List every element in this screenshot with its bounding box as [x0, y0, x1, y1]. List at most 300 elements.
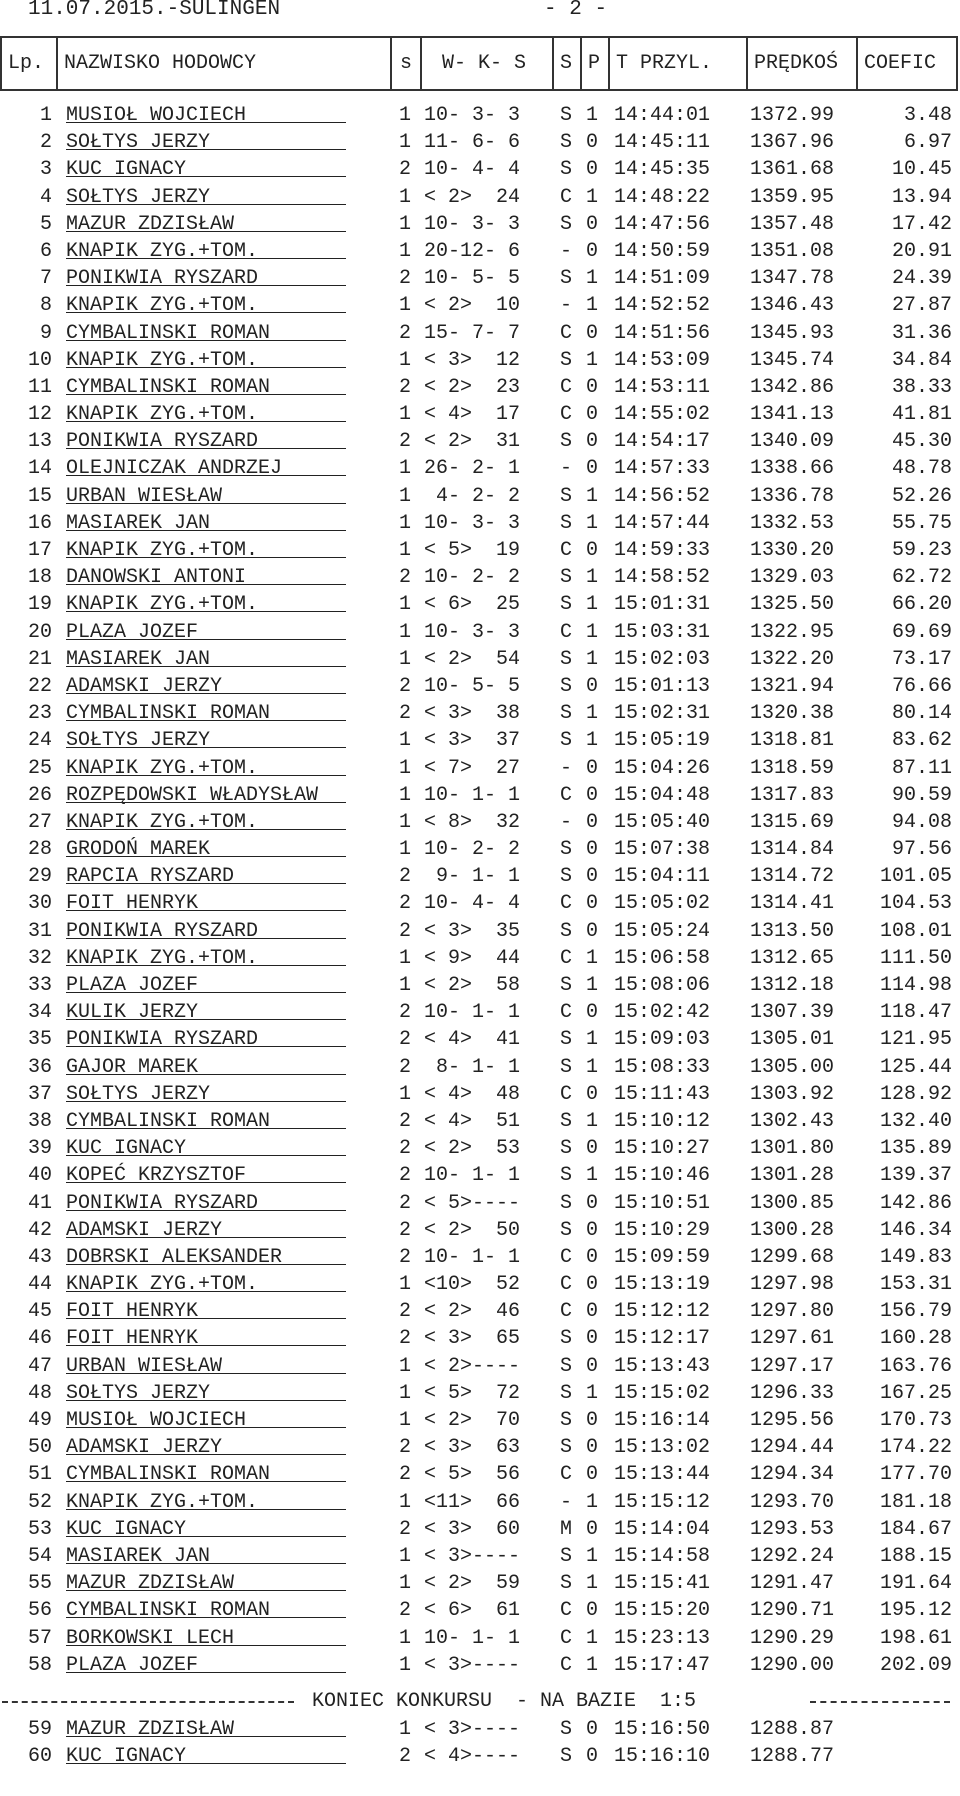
row-wks: 10- 3- 3: [424, 212, 521, 236]
row-wks: < 5>----: [424, 1191, 521, 1215]
row-sp: -: [559, 457, 572, 481]
table-row: [0, 1054, 960, 1081]
row-s: 1: [398, 212, 411, 236]
row-p: 0: [585, 239, 598, 263]
row-name: [66, 1353, 346, 1380]
col-p: P: [582, 38, 610, 89]
row-coef: 20.91: [891, 239, 952, 263]
row-sp: -: [559, 1490, 572, 1514]
table-row: [0, 483, 960, 510]
row-speed: 1345.93: [750, 321, 835, 345]
row-name: [66, 1407, 346, 1434]
row-sp: S: [559, 511, 572, 535]
row-speed: 1315.69: [750, 810, 835, 834]
row-time: 15:17:47: [614, 1653, 711, 1677]
breeder-name: CYMBALINSKI ROMAN: [66, 1597, 346, 1618]
row-wks: < 2> 23: [424, 375, 521, 399]
row-p: 1: [585, 974, 598, 997]
row-p: 0: [585, 131, 598, 155]
row-sp: S: [559, 919, 572, 943]
row-time: 15:09:59: [614, 1245, 711, 1269]
row-wks: 11- 6- 6: [424, 131, 521, 155]
row-lp: 60: [27, 1745, 52, 1769]
row-coef: 177.70: [879, 1463, 952, 1487]
row-sp: S: [559, 702, 572, 726]
row-lp: 7: [39, 267, 52, 291]
row-lp: 19: [27, 593, 52, 617]
row-name: [66, 292, 346, 319]
row-wks: 20-12- 6: [424, 239, 521, 263]
row-speed: 1329.03: [750, 566, 835, 590]
row-wks: 8- 1- 1: [424, 1055, 521, 1079]
row-lp: 42: [27, 1218, 52, 1242]
row-p: 0: [585, 1082, 598, 1106]
row-wks: < 8> 32: [424, 810, 521, 834]
row-p: 0: [585, 1436, 598, 1460]
row-sp: C: [559, 1599, 572, 1623]
breeder-name: PONIKWIA RYSZARD: [66, 1026, 346, 1047]
row-sp: C: [559, 1082, 572, 1106]
row-s: 2: [398, 1436, 411, 1460]
row-lp: 11: [27, 375, 52, 399]
row-wks: 10- 2- 2: [424, 566, 521, 590]
row-name: [66, 1108, 346, 1135]
row-wks: < 3> 60: [424, 1517, 521, 1541]
row-coef: 118.47: [879, 1001, 952, 1025]
row-s: 1: [398, 1409, 411, 1432]
breeder-name: KNAPIK ZYG.+TOM.: [66, 945, 346, 966]
table-row: [0, 999, 960, 1026]
row-wks: 10- 1- 1: [424, 1001, 521, 1025]
row-lp: 12: [27, 403, 52, 427]
row-coef: 73.17: [891, 647, 952, 671]
row-name: [66, 1081, 346, 1108]
row-time: 14:45:35: [614, 158, 711, 182]
row-speed: 1293.70: [750, 1490, 835, 1514]
row-coef: 90.59: [891, 783, 952, 807]
table-row: [0, 782, 960, 809]
row-lp: 52: [27, 1490, 52, 1514]
breeder-name: CYMBALINSKI ROMAN: [66, 320, 346, 341]
row-lp: 48: [27, 1381, 52, 1405]
row-time: 15:02:03: [614, 647, 711, 671]
row-s: 2: [398, 1300, 411, 1324]
row-s: 1: [398, 457, 411, 481]
row-time: 14:57:33: [614, 457, 711, 481]
row-lp: 46: [27, 1327, 52, 1351]
row-speed: 1297.17: [750, 1354, 835, 1378]
row-coef: 191.64: [879, 1572, 952, 1596]
row-time: 15:05:02: [614, 892, 711, 916]
row-sp: S: [559, 267, 572, 291]
row-coef: 184.67: [879, 1517, 952, 1541]
row-speed: 1290.29: [750, 1626, 835, 1650]
row-coef: 38.33: [891, 375, 952, 399]
results-list: [0, 102, 960, 1679]
row-wks: 10- 2- 2: [424, 838, 521, 862]
row-name: [66, 537, 346, 564]
row-s: 2: [398, 1055, 411, 1079]
row-time: 14:47:56: [614, 212, 711, 236]
row-sp: C: [559, 946, 572, 970]
row-name: [66, 1716, 346, 1743]
table-row: [0, 945, 960, 972]
row-time: 15:01:13: [614, 674, 711, 698]
table-row: [0, 1570, 960, 1597]
row-wks: < 6> 61: [424, 1599, 521, 1623]
row-coef: 17.42: [891, 212, 952, 236]
breeder-name: FOIT HENRYK: [66, 1298, 346, 1319]
row-time: 15:12:12: [614, 1300, 711, 1324]
row-s: 1: [398, 1082, 411, 1106]
breeder-name: SOŁTYS JERZY: [66, 1380, 346, 1401]
table-row: [0, 1543, 960, 1570]
table-row: [0, 1108, 960, 1135]
row-coef: 139.37: [879, 1164, 952, 1188]
row-s: 1: [398, 1273, 411, 1297]
row-wks: 10- 1- 1: [424, 783, 521, 807]
row-sp: C: [559, 1463, 572, 1487]
table-row: [0, 1244, 960, 1271]
row-p: 0: [585, 1517, 598, 1541]
row-sp: S: [559, 647, 572, 671]
breeder-name: PLAZA JOZEF: [66, 619, 346, 640]
table-row: [0, 700, 960, 727]
row-coef: 76.66: [891, 674, 952, 698]
row-speed: 1347.78: [750, 267, 835, 291]
table-row: [0, 1026, 960, 1053]
row-coef: 170.73: [879, 1409, 952, 1432]
table-row: [0, 265, 960, 292]
row-wks: < 3>----: [424, 1653, 521, 1677]
row-lp: 26: [27, 783, 52, 807]
row-p: 0: [585, 919, 598, 943]
breeder-name: FOIT HENRYK: [66, 1325, 346, 1346]
table-row: [0, 347, 960, 374]
row-speed: 1301.80: [750, 1137, 835, 1161]
row-sp: S: [559, 348, 572, 372]
row-s: 2: [398, 1164, 411, 1188]
row-sp: S: [559, 865, 572, 889]
breeder-name: RAPCIA RYSZARD: [66, 863, 346, 884]
row-wks: < 2> 10: [424, 294, 521, 318]
row-wks: < 4> 17: [424, 403, 521, 427]
table-row: [0, 1081, 960, 1108]
row-coef: 45.30: [891, 430, 952, 454]
row-lp: 51: [27, 1463, 52, 1487]
row-wks: < 4>----: [424, 1745, 521, 1769]
row-name: [66, 510, 346, 537]
row-speed: 1300.28: [750, 1218, 835, 1242]
row-name: [66, 918, 346, 945]
col-wks: W- K- S: [422, 38, 554, 89]
row-p: 0: [585, 1327, 598, 1351]
table-row: [0, 238, 960, 265]
row-coef: 181.18: [879, 1490, 952, 1514]
row-lp: 5: [39, 212, 52, 236]
row-wks: < 3> 65: [424, 1327, 521, 1351]
row-sp: -: [559, 756, 572, 780]
row-sp: S: [559, 430, 572, 454]
row-time: 15:10:12: [614, 1109, 711, 1133]
row-name: [66, 238, 346, 265]
row-lp: 44: [27, 1273, 52, 1297]
row-time: 15:13:02: [614, 1436, 711, 1460]
row-s: 2: [398, 702, 411, 726]
row-name: [66, 1244, 346, 1271]
row-time: 15:02:42: [614, 1001, 711, 1025]
row-sp: S: [559, 484, 572, 508]
row-lp: 59: [27, 1718, 52, 1741]
row-time: 15:04:26: [614, 756, 711, 780]
row-coef: 156.79: [879, 1300, 952, 1324]
row-sp: S: [559, 1218, 572, 1242]
row-sp: C: [559, 1245, 572, 1269]
row-wks: < 2> 53: [424, 1137, 521, 1161]
row-coef: 153.31: [879, 1273, 952, 1297]
row-sp: S: [559, 1055, 572, 1079]
row-time: 15:15:41: [614, 1572, 711, 1596]
row-sp: S: [559, 1164, 572, 1188]
row-wks: 10- 5- 5: [424, 674, 521, 698]
row-name: [66, 755, 346, 782]
row-wks: 26- 2- 1: [424, 457, 521, 481]
row-name: [66, 1543, 346, 1570]
row-time: 14:56:52: [614, 484, 711, 508]
breeder-name: BORKOWSKI LECH: [66, 1625, 346, 1646]
row-s: 2: [398, 1245, 411, 1269]
table-row: [0, 727, 960, 754]
row-lp: 32: [27, 946, 52, 970]
row-sp: C: [559, 892, 572, 916]
row-s: 1: [398, 647, 411, 671]
row-s: 2: [398, 267, 411, 291]
row-sp: S: [559, 1028, 572, 1052]
row-s: 2: [398, 1001, 411, 1025]
row-time: 15:14:58: [614, 1544, 711, 1568]
breeder-name: KNAPIK ZYG.+TOM.: [66, 292, 346, 313]
row-time: 15:16:14: [614, 1409, 711, 1432]
row-speed: 1361.68: [750, 158, 835, 182]
row-speed: 1288.87: [750, 1718, 835, 1741]
table-row: [0, 564, 960, 591]
breeder-name: KUC IGNACY: [66, 1743, 346, 1764]
row-p: 1: [585, 1626, 598, 1650]
row-s: 1: [398, 1718, 411, 1741]
row-s: 1: [398, 104, 411, 127]
row-sp: S: [559, 838, 572, 862]
row-sp: M: [559, 1517, 572, 1541]
row-s: 2: [398, 158, 411, 182]
results-list-after: [0, 1716, 960, 1770]
breeder-name: ADAMSKI JERZY: [66, 1434, 346, 1455]
row-name: [66, 374, 346, 401]
row-p: 1: [585, 1109, 598, 1133]
row-time: 15:10:46: [614, 1164, 711, 1188]
row-name: [66, 455, 346, 482]
table-row: [0, 455, 960, 482]
table-row: [0, 1489, 960, 1516]
row-s: 1: [398, 131, 411, 155]
row-p: 0: [585, 1218, 598, 1242]
row-lp: 34: [27, 1001, 52, 1025]
row-speed: 1346.43: [750, 294, 835, 318]
row-coef: 41.81: [891, 403, 952, 427]
row-speed: 1322.20: [750, 647, 835, 671]
row-wks: < 3> 37: [424, 729, 521, 753]
col-speed: PRĘDKOŚ: [748, 38, 858, 89]
row-coef: 66.20: [891, 593, 952, 617]
table-row: [0, 1135, 960, 1162]
row-speed: 1325.50: [750, 593, 835, 617]
row-speed: 1312.18: [750, 974, 835, 997]
table-row: [0, 1716, 960, 1743]
row-p: 0: [585, 1718, 598, 1741]
row-time: 15:05:19: [614, 729, 711, 753]
row-speed: 1372.99: [750, 104, 835, 127]
row-lp: 35: [27, 1028, 52, 1052]
row-p: 1: [585, 1164, 598, 1188]
breeder-name: KNAPIK ZYG.+TOM.: [66, 238, 346, 259]
table-row: [0, 673, 960, 700]
row-name: [66, 782, 346, 809]
row-wks: 10- 3- 3: [424, 620, 521, 644]
row-name: [66, 809, 346, 836]
row-wks: < 2> 46: [424, 1300, 521, 1324]
row-s: 2: [398, 1191, 411, 1215]
row-time: 14:44:01: [614, 104, 711, 127]
row-name: [66, 102, 346, 129]
row-lp: 16: [27, 511, 52, 535]
row-s: 1: [398, 1354, 411, 1378]
row-speed: 1300.85: [750, 1191, 835, 1215]
row-sp: S: [559, 1544, 572, 1568]
row-sp: C: [559, 1626, 572, 1650]
row-p: 0: [585, 1001, 598, 1025]
breeder-name: DANOWSKI ANTONI: [66, 564, 346, 585]
row-p: 0: [585, 212, 598, 236]
row-name: [66, 1298, 346, 1325]
table-row: [0, 619, 960, 646]
row-p: 1: [585, 294, 598, 318]
row-s: 1: [398, 185, 411, 209]
row-speed: 1305.00: [750, 1055, 835, 1079]
row-name: [66, 1162, 346, 1189]
breeder-name: KUC IGNACY: [66, 156, 346, 177]
row-lp: 6: [39, 239, 52, 263]
row-speed: 1296.33: [750, 1381, 835, 1405]
breeder-name: PONIKWIA RYSZARD: [66, 918, 346, 939]
row-p: 1: [585, 566, 598, 590]
row-s: 1: [398, 810, 411, 834]
row-lp: 27: [27, 810, 52, 834]
row-wks: < 4> 51: [424, 1109, 521, 1133]
row-lp: 4: [39, 185, 52, 209]
table-row: [0, 1271, 960, 1298]
row-name: [66, 184, 346, 211]
row-name: [66, 1743, 346, 1770]
row-time: 15:03:31: [614, 620, 711, 644]
row-s: 1: [398, 1381, 411, 1405]
row-s: 2: [398, 566, 411, 590]
table-row: [0, 1461, 960, 1488]
row-time: 15:15:12: [614, 1490, 711, 1514]
breeder-name: MUSIOŁ WOJCIECH: [66, 102, 346, 123]
row-p: 0: [585, 1273, 598, 1297]
row-wks: 10- 4- 4: [424, 158, 521, 182]
row-sp: S: [559, 104, 572, 127]
row-speed: 1357.48: [750, 212, 835, 236]
row-sp: S: [559, 1718, 572, 1741]
row-lp: 23: [27, 702, 52, 726]
table-row: [0, 510, 960, 537]
row-s: 2: [398, 430, 411, 454]
table-row: [0, 1516, 960, 1543]
breeder-name: KULIK JERZY: [66, 999, 346, 1020]
row-wks: < 7> 27: [424, 756, 521, 780]
dash-separator-left: [2, 1688, 294, 1703]
row-coef: 62.72: [891, 566, 952, 590]
row-coef: 55.75: [891, 511, 952, 535]
breeder-name: KNAPIK ZYG.+TOM.: [66, 1271, 346, 1292]
row-coef: 163.76: [879, 1354, 952, 1378]
row-wks: < 3>----: [424, 1718, 521, 1741]
row-lp: 21: [27, 647, 52, 671]
row-wks: 15- 7- 7: [424, 321, 521, 345]
row-wks: < 2> 31: [424, 430, 521, 454]
row-lp: 57: [27, 1626, 52, 1650]
row-name: [66, 129, 346, 156]
breeder-name: MASIAREK JAN: [66, 646, 346, 667]
row-s: 1: [398, 783, 411, 807]
row-speed: 1314.72: [750, 865, 835, 889]
breeder-name: GRODOŃ MAREK: [66, 836, 346, 857]
row-coef: 111.50: [879, 946, 952, 970]
row-p: 1: [585, 1055, 598, 1079]
breeder-name: PONIKWIA RYSZARD: [66, 428, 346, 449]
row-speed: 1295.56: [750, 1409, 835, 1432]
row-coef: 135.89: [879, 1137, 952, 1161]
row-speed: 1294.44: [750, 1436, 835, 1460]
row-coef: 6.97: [903, 131, 952, 155]
col-s: s: [392, 38, 422, 89]
table-row: [0, 184, 960, 211]
row-wks: 10- 1- 1: [424, 1164, 521, 1188]
table-row: [0, 1434, 960, 1461]
row-speed: 1321.94: [750, 674, 835, 698]
row-lp: 45: [27, 1300, 52, 1324]
row-p: 0: [585, 539, 598, 562]
row-lp: 24: [27, 729, 52, 753]
row-coef: 114.98: [879, 974, 952, 997]
page-header: [28, 0, 607, 22]
row-p: 1: [585, 620, 598, 644]
table-row: [0, 1743, 960, 1770]
row-time: 15:05:24: [614, 919, 711, 943]
row-s: 2: [398, 892, 411, 916]
row-s: 2: [398, 1599, 411, 1623]
row-s: 1: [398, 593, 411, 617]
row-speed: 1312.65: [750, 946, 835, 970]
row-coef: 188.15: [879, 1544, 952, 1568]
breeder-name: CYMBALINSKI ROMAN: [66, 374, 346, 395]
row-lp: 36: [27, 1055, 52, 1079]
col-time: T PRZYL.: [610, 38, 748, 89]
row-p: 1: [585, 593, 598, 617]
row-time: 15:06:58: [614, 946, 711, 970]
row-s: 2: [398, 1517, 411, 1541]
row-time: 15:05:40: [614, 810, 711, 834]
